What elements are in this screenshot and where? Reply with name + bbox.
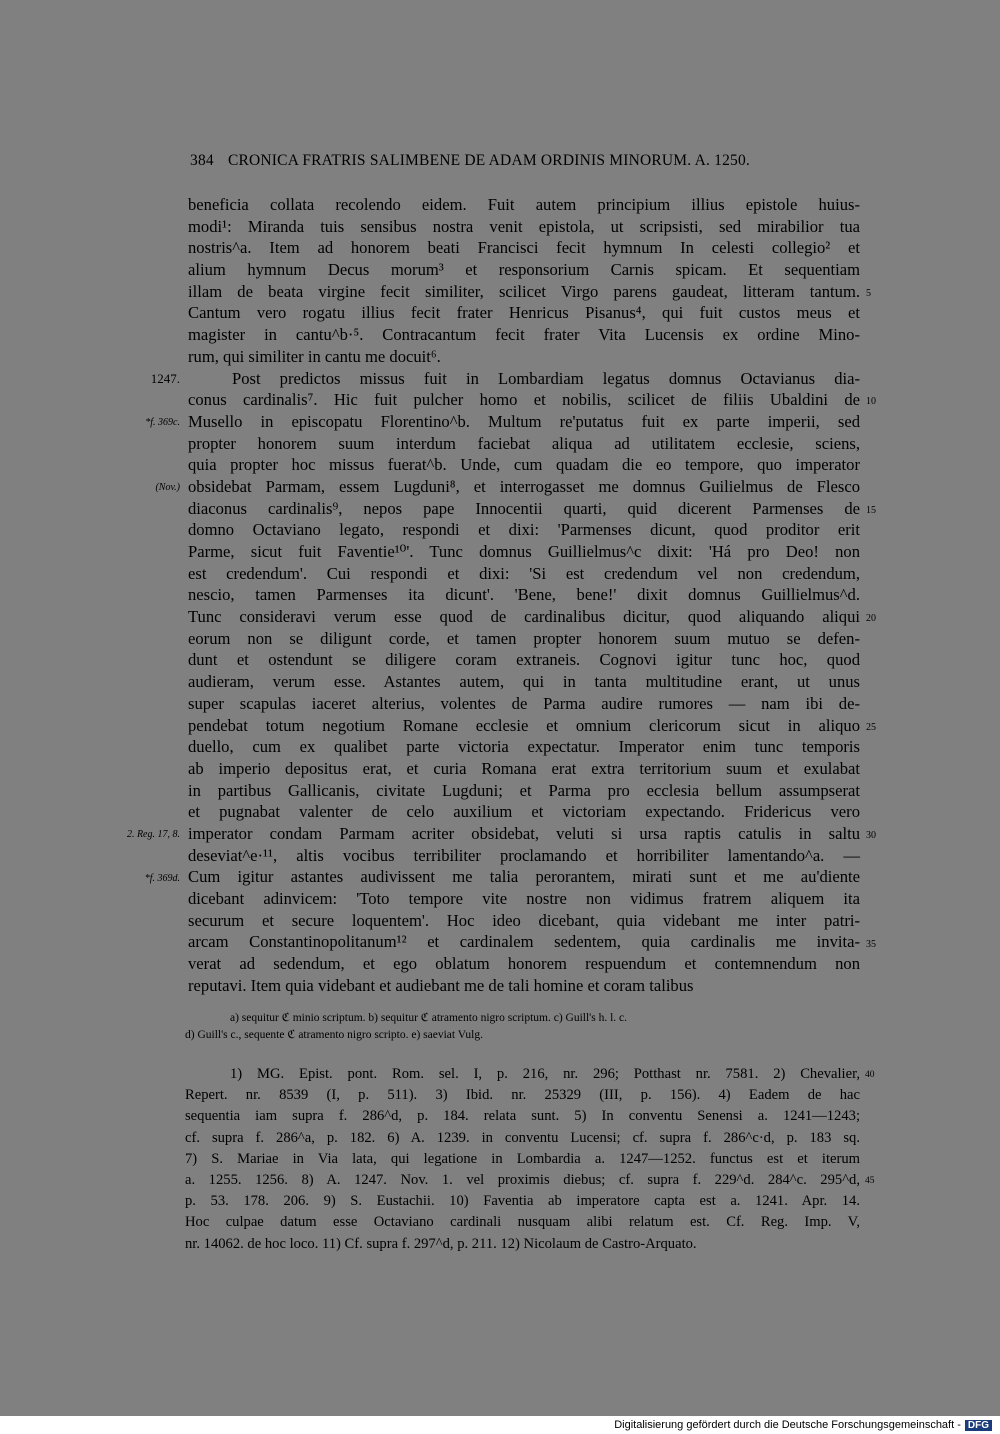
margin-note: (Nov.): [155, 482, 180, 494]
line-number: 40: [865, 1070, 875, 1080]
text-line: propter honorem suum interdum faciebat aliqua ad utilitatem ecclesie, sciens,: [188, 433, 860, 453]
line-number: 5: [866, 287, 871, 299]
text-line: est credendum'. Cui respondi et dixi: 'Si est credendum vel non credendum,: [188, 563, 860, 583]
text-line: alium hymnum Decus morum³ et responsorium Carnis spicam. Et sequentiam: [188, 260, 860, 280]
text-line: quia propter hoc missus fuerat^b. Unde, cum quadam die eo tempore, quo imperator: [188, 455, 860, 475]
footnote-line: a. 1255. 1256. 8) A. 1247. Nov. 1. vel proximis diebus; cf. supra f. 229^d. 284^c. 295^d,: [185, 1171, 860, 1188]
footnote-line: Hoc culpae datum esse Octaviano cardinali nusquam alibi relatum est. Cf. Reg. Imp. V,: [185, 1214, 860, 1231]
dfg-logo: DFG: [965, 1420, 992, 1431]
text-line: super scapulas iaceret alterius, volentes de Parma audire rumores — nam ibi de-: [188, 693, 860, 713]
line-number: 20: [866, 613, 876, 625]
line-number: 35: [866, 938, 876, 950]
text-line: Tunc consideravi verum esse quod de cardinalibus dicitur, quod aliquando aliqui: [188, 607, 860, 627]
text-line: Post predictos missus fuit in Lombardiam legatus domnus Octavianus dia-: [232, 368, 860, 388]
text-line: illam de beata virgine fecit similiter, scilicet Virgo parens gaudeat, litteram tantum.: [188, 281, 860, 301]
margin-note: *f. 369d.: [144, 872, 180, 884]
text-line: verat ad sedendum, et ego oblatum honorem respuendum et contemnendum non: [188, 954, 860, 974]
line-number: 25: [866, 721, 876, 733]
text-line: ab imperio depositus erat, et curia Romana erat extra territorium suum et exulabat: [188, 758, 860, 778]
variant-line: d) Guill's c., sequente ℭ atramento nigro scripto. e) saeviat Vulg.: [185, 1029, 483, 1041]
running-title: CRONICA FRATRIS SALIMBENE DE ADAM ORDINIS MINORUM. A. 1250.: [227, 152, 750, 169]
text-line: beneficia collata recolendo eidem. Fuit autem principium illius epistole huius-: [188, 195, 860, 214]
text-line: diaconus cardinalis⁹, nepos pape Innocentii quarti, quid dicerent Parmenses de: [188, 498, 860, 518]
text-line: domno Octaviano legato, respondi et dixi: 'Parmenses dicunt, quod proditor erit: [188, 520, 860, 540]
text-line: securum et secure loquentem'. Hoc ideo dicebant, quia videbant me inter patri-: [188, 910, 860, 930]
text-line: duello, cum ex qualibet parte victoria expectatur. Imperator enim tunc temporis: [188, 737, 860, 757]
text-line: Parme, sicut fuit Faventie¹⁰'. Tunc domnus Guillielmus^c dixit: 'Há pro Deo! non: [188, 542, 860, 561]
variant-line: a) sequitur ℭ minio scriptum. b) sequitur ℭ atramento nigro scriptum. c) Guill's h. l. c.: [230, 1012, 628, 1024]
text-line: et pugnabat valenter de celo auxilium et victoriam expectando. Fridericus vero: [188, 802, 860, 822]
text-line: magister in cantu^b·⁵. Contracantum fecit frater Vita Lucensis ex ordine Mino-: [188, 325, 860, 345]
text-line: Cum igitur astantes audivissent me talia perorantem, mirati sunt et me au'diente: [188, 867, 860, 887]
text-line: in partibus Gallicanis, civitate Lugduni; et Parma pro ecclesia bellum assumpserat: [188, 780, 860, 800]
main-text: [188, 194, 860, 996]
footnote-line: nr. 14062. de hoc loco. 11) Cf. supra f. 297^d, p. 211. 12) Nicolaum de Castro-Arquato.: [185, 1235, 697, 1252]
footer-text: Digitalisierung gefördert durch die Deutsche Forschungsgemeinschaft -: [614, 1419, 961, 1431]
footnote-line: sequentia iam supra f. 286^d, p. 184. relata sunt. 5) In conventu Senensi a. 1241—1243;: [185, 1108, 860, 1125]
line-number: 10: [866, 396, 876, 408]
text-line: dicebant adinvicem: 'Toto tempore vite nostre non vidimus fratrem aliquem ita: [188, 889, 860, 908]
footnote-line: p. 53. 178. 206. 9) S. Eustachii. 10) Faventia ab imperatore capta est a. 1241. Apr. 14.: [185, 1193, 860, 1210]
text-line: eorum non se diligunt corde, et tamen propter honorem suum mutuo se defen-: [188, 628, 860, 648]
line-number: 30: [866, 830, 876, 842]
footnote-line: 1) MG. Epist. pont. Rom. sel. I, p. 216, nr. 296; Potthast nr. 7581. 2) Chevalier,: [230, 1066, 860, 1082]
footnote-line: cf. supra f. 286^a, p. 182. 6) A. 1239. in conventu Lucensi; cf. supra f. 286^c·d, p. 183 sq.: [185, 1129, 860, 1146]
text-line: imperator condam Parmam acriter obsidebat, veluti si ursa raptis catulis in saltu: [188, 823, 860, 843]
footnote-line: Repert. nr. 8539 (I, p. 511). 3) Ibid. nr. 25329 (III, p. 156). 4) Eadem de hac: [185, 1087, 860, 1104]
text-line: audieram, verum esse. Astantes autem, qui in tanta multitudine erant, ut unus: [188, 672, 860, 692]
text-line: rum, qui similiter in cantu me docuit⁶.: [188, 346, 441, 366]
text-line: conus cardinalis⁷. Hic fuit pulcher homo et nobilis, scilicet de filiis Ubaldini de: [188, 390, 860, 410]
line-number: 45: [865, 1176, 875, 1186]
text-line: Cantum vero rogatu illius fecit frater Henricus Pisanus⁴, qui fuit custos meus et: [188, 303, 860, 323]
line-number: 15: [866, 504, 876, 516]
footnotes: [185, 1064, 875, 1255]
text-line: nostris^a. Item ad honorem beati Francisci fecit hymnum In celesti collegio² et: [188, 238, 860, 258]
page-header: [190, 152, 830, 170]
text-line: deseviat^e·¹¹, altis vocibus terribiliter proclamando et horribiliter lamentando^a. —: [188, 845, 860, 865]
footer: [614, 1419, 992, 1431]
text-line: reputavi. Item quia videbant et audiebant me de tali homine et coram talibus: [188, 975, 694, 995]
text-line: Musello in episcopatu Florentino^b. Multum re'putatus fuit ex parte imperii, sed: [188, 411, 860, 431]
variant-readings: [185, 1010, 860, 1044]
text-line: dunt et ostendunt se diligere coram extraneis. Cognovi igitur tunc hoc, quod: [188, 650, 860, 670]
text-line: obsidebat Parmam, essem Lugduni⁸, et interrogasset me domnus Guilielmus de Flesco: [188, 476, 860, 496]
text-line: arcam Constantinopolitanum¹² et cardinalem sedentem, quia cardinalis me invita-: [188, 932, 860, 952]
margin-note: *f. 369c.: [145, 417, 180, 428]
text-line: pendebat totum negotium Romane ecclesie et omnium clericorum sicut in aliquo: [188, 715, 860, 735]
text-line: nescio, tamen Parmenses ita dicunt'. 'Bene, bene!' dixit domnus Guillielmus^d.: [188, 585, 860, 605]
page-number: 384: [190, 152, 214, 169]
margin-note: 2. Reg. 17, 8.: [126, 829, 180, 841]
footnote-line: 7) S. Mariae in Via lata, qui legatione in Lombardia a. 1247—1252. functus est et iterum: [185, 1150, 860, 1167]
margin-note: 1247.: [150, 370, 180, 386]
text-line: modi¹: Miranda tuis sensibus nostra venit epistola, ut scripsisti, sed mirabilior tua: [188, 216, 860, 236]
